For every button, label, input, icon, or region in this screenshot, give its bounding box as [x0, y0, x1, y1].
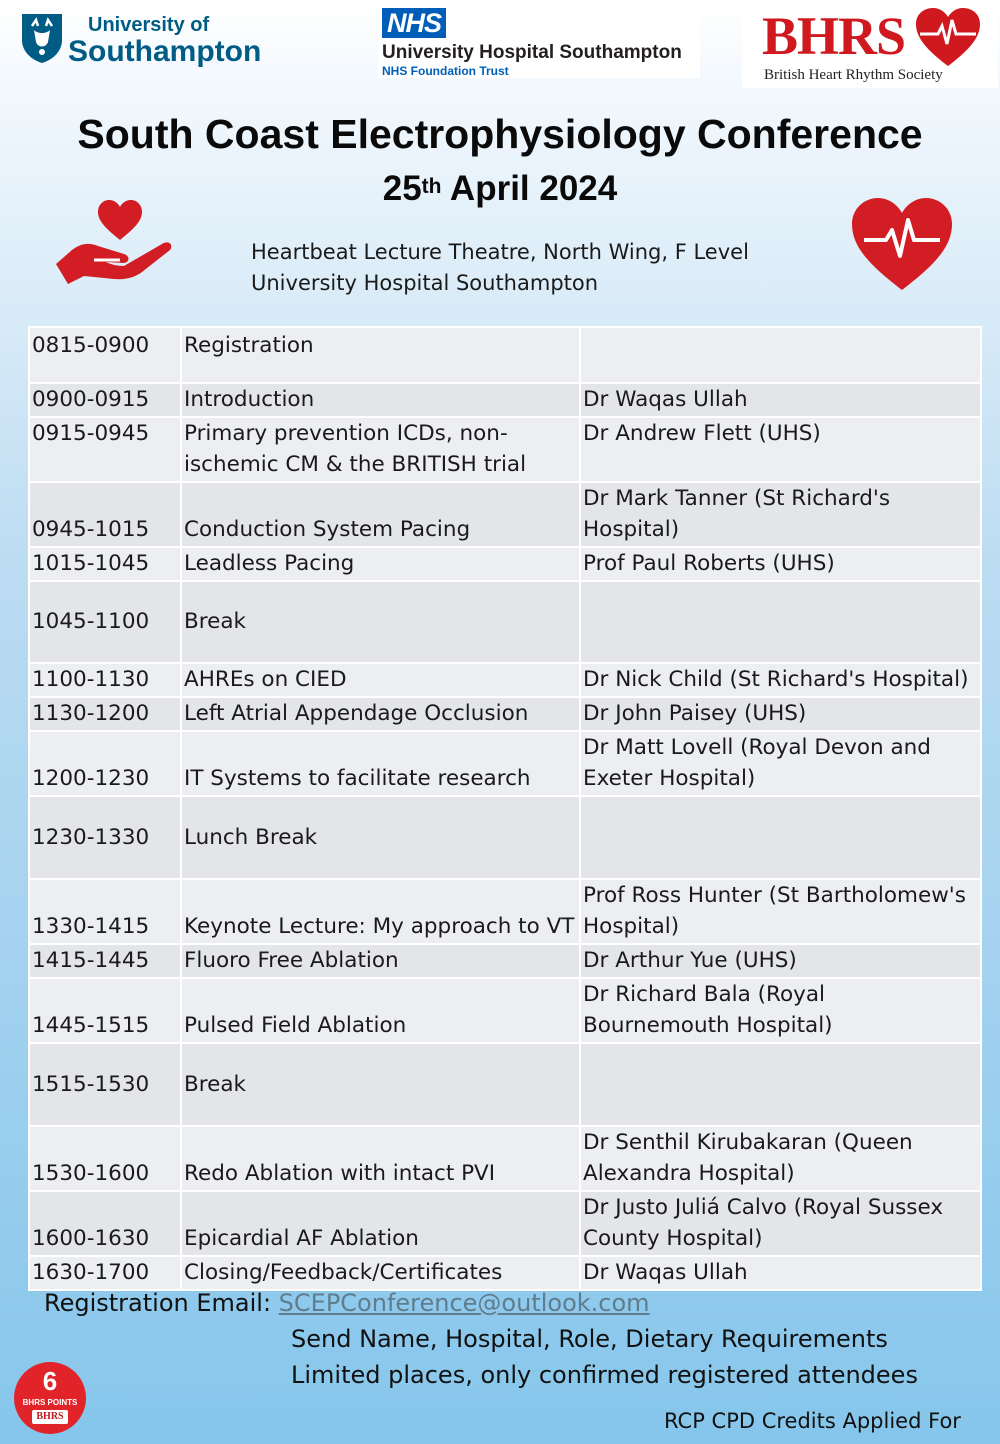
bhrs-subtitle: British Heart Rhythm Society [764, 67, 943, 83]
schedule-row [29, 482, 981, 547]
session-title: Break [181, 581, 580, 663]
session-title: Left Atrial Appendage Occlusion [181, 697, 580, 731]
session-time: 1415-1445 [29, 944, 181, 978]
session-speaker: Dr John Paisey (UHS) [580, 697, 981, 731]
venue-details [251, 237, 749, 299]
session-title: Conduction System Pacing [181, 482, 580, 547]
schedule-row [29, 731, 981, 796]
rcp-cpd-note: RCP CPD Credits Applied For [664, 1409, 961, 1433]
registration-note-places: Limited places, only confirmed registered attendees [291, 1361, 918, 1389]
schedule-row [29, 581, 981, 663]
schedule-row [29, 944, 981, 978]
university-of-southampton-logo [20, 12, 300, 74]
session-title: Introduction [181, 383, 580, 417]
session-speaker: Dr Waqas Ullah [580, 1256, 981, 1290]
session-speaker: Dr Arthur Yue (UHS) [580, 944, 981, 978]
schedule-row [29, 978, 981, 1043]
registration-label: Registration Email: [44, 1289, 279, 1317]
schedule-row [29, 417, 981, 482]
session-time: 1515-1530 [29, 1043, 181, 1126]
schedule-row [29, 879, 981, 944]
venue-line2: University Hospital Southampton [251, 271, 599, 295]
university-logo-line2: Southampton [68, 35, 262, 68]
conference-title: South Coast Electrophysiology Conference [77, 111, 923, 157]
session-speaker [580, 581, 981, 663]
session-speaker: Dr Andrew Flett (UHS) [580, 417, 981, 482]
university-logo-line1: University of [88, 14, 210, 36]
date-day: 25 [382, 169, 422, 208]
hand-heart-icon [54, 194, 176, 286]
session-title: Break [181, 1043, 580, 1126]
session-title: Lunch Break [181, 796, 580, 879]
schedule-row [29, 1256, 981, 1290]
heartbeat-heart-icon [850, 196, 954, 292]
session-speaker: Prof Paul Roberts (UHS) [580, 547, 981, 581]
session-title: AHREs on CIED [181, 663, 580, 697]
session-title: Pulsed Field Ablation [181, 978, 580, 1043]
schedule-row [29, 1043, 981, 1126]
schedule-row [29, 796, 981, 879]
session-speaker [580, 327, 981, 383]
session-time: 1630-1700 [29, 1256, 181, 1290]
session-speaker: Dr Mark Tanner (St Richard's Hospital) [580, 482, 981, 547]
schedule-row [29, 697, 981, 731]
session-speaker: Dr Matt Lovell (Royal Devon and Exeter Hospital) [580, 731, 981, 796]
registration-notes [291, 1321, 918, 1393]
session-time: 0900-0915 [29, 383, 181, 417]
session-title: Keynote Lecture: My approach to VT [181, 879, 580, 944]
session-title: Redo Ablation with intact PVI [181, 1126, 580, 1191]
bhrs-points-label: BHRS POINTS [22, 1398, 78, 1407]
schedule-row [29, 1191, 981, 1256]
session-title: Primary prevention ICDs, non-ischemic CM & the BRITISH trial [181, 417, 580, 482]
session-speaker: Prof Ross Hunter (St Bartholomew's Hospital) [580, 879, 981, 944]
bhrs-points-badge [14, 1362, 86, 1434]
session-time: 1100-1130 [29, 663, 181, 697]
schedule-row [29, 663, 981, 697]
session-speaker: Dr Nick Child (St Richard's Hospital) [580, 663, 981, 697]
session-speaker: Dr Senthil Kirubakaran (Queen Alexandra Hospital) [580, 1126, 981, 1191]
session-speaker: Dr Justo Juliá Calvo (Royal Sussex County Hospital) [580, 1191, 981, 1256]
nhs-trust-name: NHS Foundation Trust [382, 64, 509, 78]
session-time: 0915-0945 [29, 417, 181, 482]
session-title: IT Systems to facilitate research [181, 731, 580, 796]
registration-email-link[interactable]: SCEPConference@outlook.com [278, 1289, 650, 1317]
schedule-table [28, 326, 982, 1291]
session-title: Fluoro Free Ablation [181, 944, 580, 978]
nhs-badge: NHS [382, 8, 446, 38]
session-time: 1600-1630 [29, 1191, 181, 1256]
bhrs-mini-logo: BHRS [32, 1410, 68, 1424]
date-month-year: April 2024 [441, 169, 618, 208]
session-time: 1045-1100 [29, 581, 181, 663]
session-time: 0945-1015 [29, 482, 181, 547]
schedule-row [29, 383, 981, 417]
university-crest-icon [20, 12, 64, 64]
session-time: 0815-0900 [29, 327, 181, 383]
session-time: 1330-1415 [29, 879, 181, 944]
session-title: Epicardial AF Ablation [181, 1191, 580, 1256]
session-title: Closing/Feedback/Certificates [181, 1256, 580, 1290]
session-time: 1445-1515 [29, 978, 181, 1043]
bhrs-wordmark: BHRS [762, 6, 906, 66]
nhs-hospital-name: University Hospital Southampton [382, 42, 682, 63]
session-time: 1230-1330 [29, 796, 181, 879]
logo-bar [0, 0, 1000, 90]
session-title: Leadless Pacing [181, 547, 580, 581]
date-suffix: th [421, 175, 442, 198]
schedule-row [29, 1126, 981, 1191]
session-time: 1015-1045 [29, 547, 181, 581]
nhs-logo [378, 6, 700, 78]
schedule-row [29, 327, 981, 383]
session-speaker: Dr Waqas Ullah [580, 383, 981, 417]
session-speaker [580, 1043, 981, 1126]
session-speaker: Dr Richard Bala (Royal Bournemouth Hospital) [580, 978, 981, 1043]
venue-line1: Heartbeat Lecture Theatre, North Wing, F Level [251, 240, 749, 264]
registration-line [44, 1286, 650, 1320]
registration-note-details: Send Name, Hospital, Role, Dietary Requirements [291, 1325, 888, 1353]
bhrs-points-number: 6 [42, 1366, 58, 1396]
session-speaker [580, 796, 981, 879]
session-title: Registration [181, 327, 580, 383]
bhrs-heart-icon [914, 6, 982, 68]
session-time: 1530-1600 [29, 1126, 181, 1191]
schedule-row [29, 547, 981, 581]
bhrs-logo [742, 2, 998, 88]
session-time: 1200-1230 [29, 731, 181, 796]
session-time: 1130-1200 [29, 697, 181, 731]
